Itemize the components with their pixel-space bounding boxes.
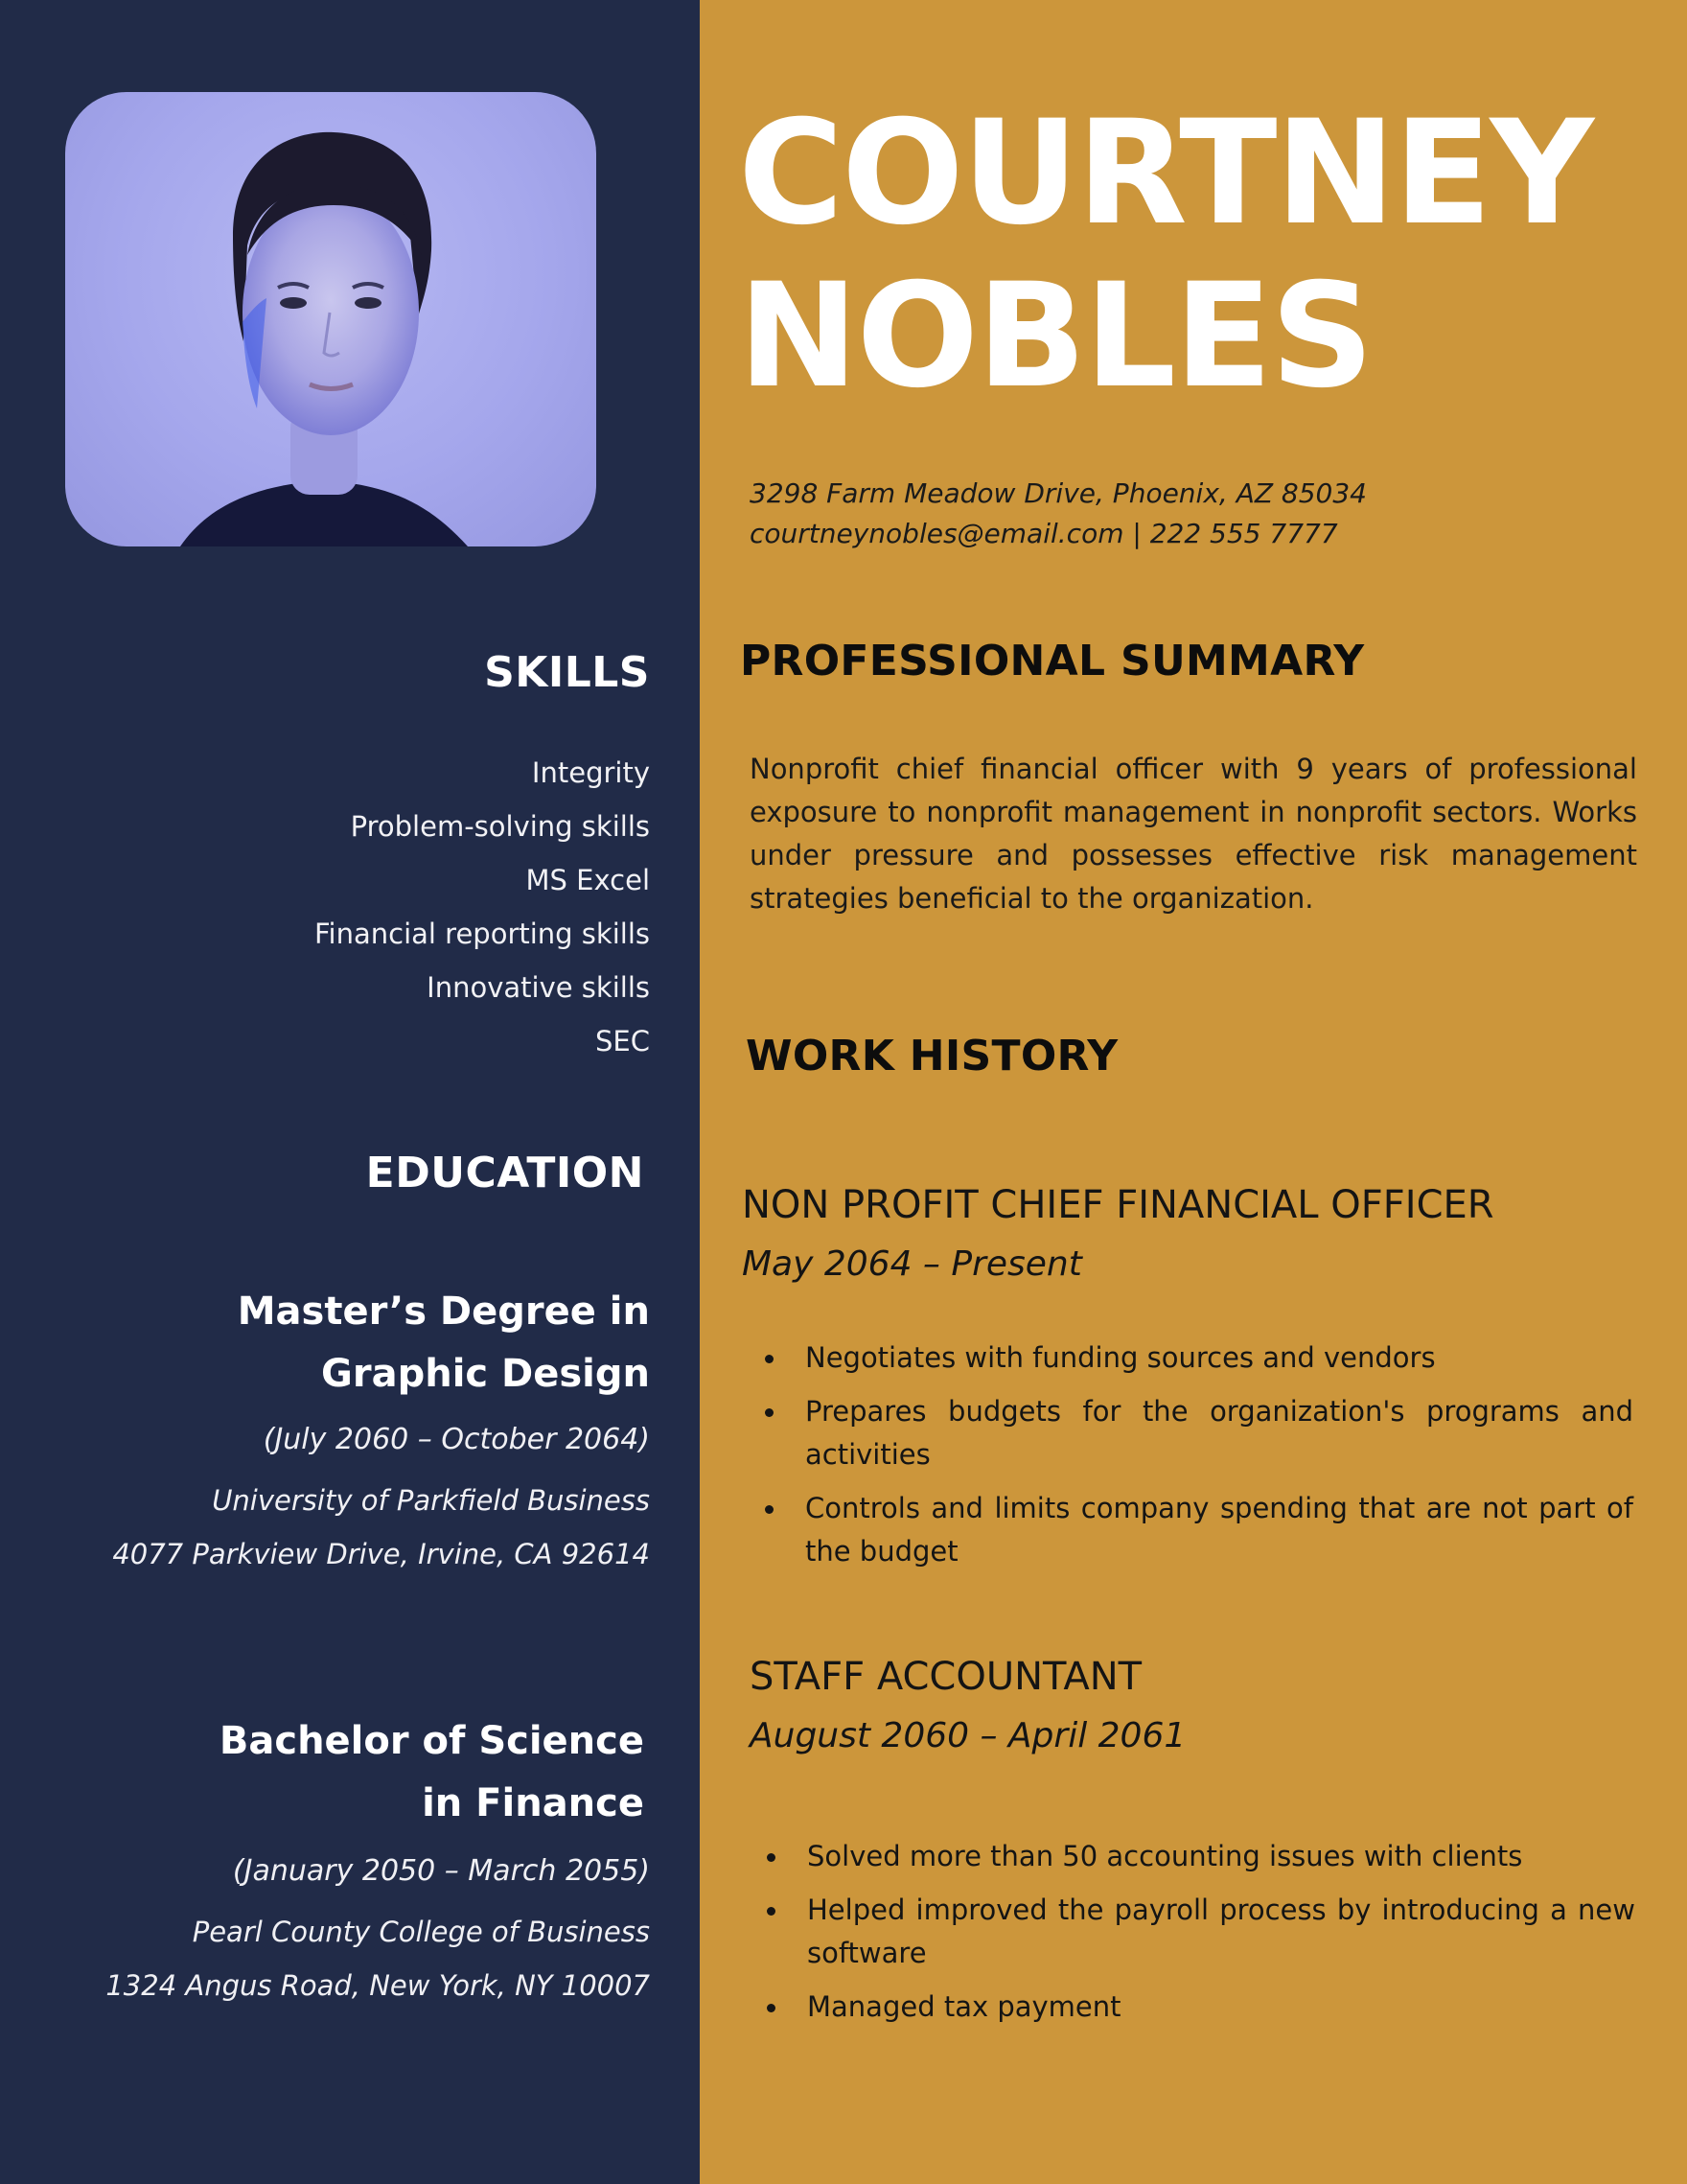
candidate-name bbox=[738, 92, 1592, 418]
skill-item: Innovative skills bbox=[427, 971, 650, 1004]
job-duty: Negotiates with funding sources and vendors bbox=[759, 1336, 1633, 1380]
contact-address: 3298 Farm Meadow Drive, Phoenix, AZ 85034 bbox=[750, 477, 1367, 509]
job-duty: Solved more than 50 accounting issues with clients bbox=[761, 1835, 1635, 1878]
skill-item: Financial reporting skills bbox=[313, 918, 650, 950]
skill-item: Problem-solving skills bbox=[350, 810, 650, 843]
degree-title: Master’s Degree in Graphic Design bbox=[237, 1289, 650, 1396]
contact-email-phone: courtneynobles@email.com | 222 555 7777 bbox=[750, 518, 1338, 549]
job-duty: Helped improved the payroll process by introducing a new software bbox=[761, 1889, 1635, 1975]
school-address: 1324 Angus Road, New York, NY 10007 bbox=[105, 1969, 650, 2002]
degree-title-line2: in Finance bbox=[422, 1781, 644, 1825]
education-dates: (July 2060 – October 2064) bbox=[263, 1423, 650, 1456]
summary-heading: PROFESSIONAL SUMMARY bbox=[740, 637, 1365, 685]
school-address: 4077 Parkview Drive, Irvine, CA 92614 bbox=[112, 1538, 650, 1570]
sidebar bbox=[0, 0, 700, 2184]
education-heading: EDUCATION bbox=[365, 1149, 644, 1197]
job-duty: Managed tax payment bbox=[761, 1986, 1635, 2029]
main-content bbox=[700, 0, 1687, 2184]
skills-heading: SKILLS bbox=[484, 648, 650, 697]
education-dates: (January 2050 – March 2055) bbox=[232, 1854, 650, 1888]
job-dates: May 2064 – Present bbox=[742, 1244, 1082, 1284]
job-duties-list bbox=[759, 1336, 1633, 1584]
portrait-illustration bbox=[65, 92, 596, 546]
first-name: COURTNEY bbox=[738, 90, 1593, 257]
school-name: Pearl County College of Business bbox=[192, 1916, 650, 1948]
education-entry bbox=[112, 1281, 650, 1581]
job-duty: Prepares budgets for the organization's programs and activities bbox=[759, 1390, 1633, 1476]
school-name: University of Parkfield Business bbox=[212, 1484, 650, 1517]
last-name: NOBLES bbox=[738, 253, 1373, 420]
skill-item: SEC bbox=[595, 1025, 650, 1057]
job-duties-list bbox=[761, 1835, 1635, 2039]
skills-list bbox=[314, 746, 650, 1068]
job-title: NON PROFIT CHIEF FINANCIAL OFFICER bbox=[742, 1183, 1494, 1227]
job-duty: Controls and limits company spending that are not part of the budget bbox=[759, 1487, 1633, 1573]
summary-text: Nonprofit chief financial officer with 9 years of professional exposure to nonprofit management in nonprofit sectors. Works under pressure and possesses effective risk management strategies beneficial to the organization. bbox=[750, 753, 1637, 915]
education-entry bbox=[105, 1710, 650, 2012]
contact-info bbox=[750, 474, 1367, 554]
job-title: STAFF ACCOUNTANT bbox=[750, 1655, 1143, 1699]
skill-item: Integrity bbox=[531, 756, 650, 789]
skill-item: MS Excel bbox=[525, 864, 650, 896]
profile-photo bbox=[65, 92, 596, 546]
degree-title-line1: Bachelor of Science bbox=[219, 1719, 644, 1763]
work-history-heading: WORK HISTORY bbox=[746, 1032, 1119, 1080]
job-dates: August 2060 – April 2061 bbox=[750, 1716, 1187, 1755]
